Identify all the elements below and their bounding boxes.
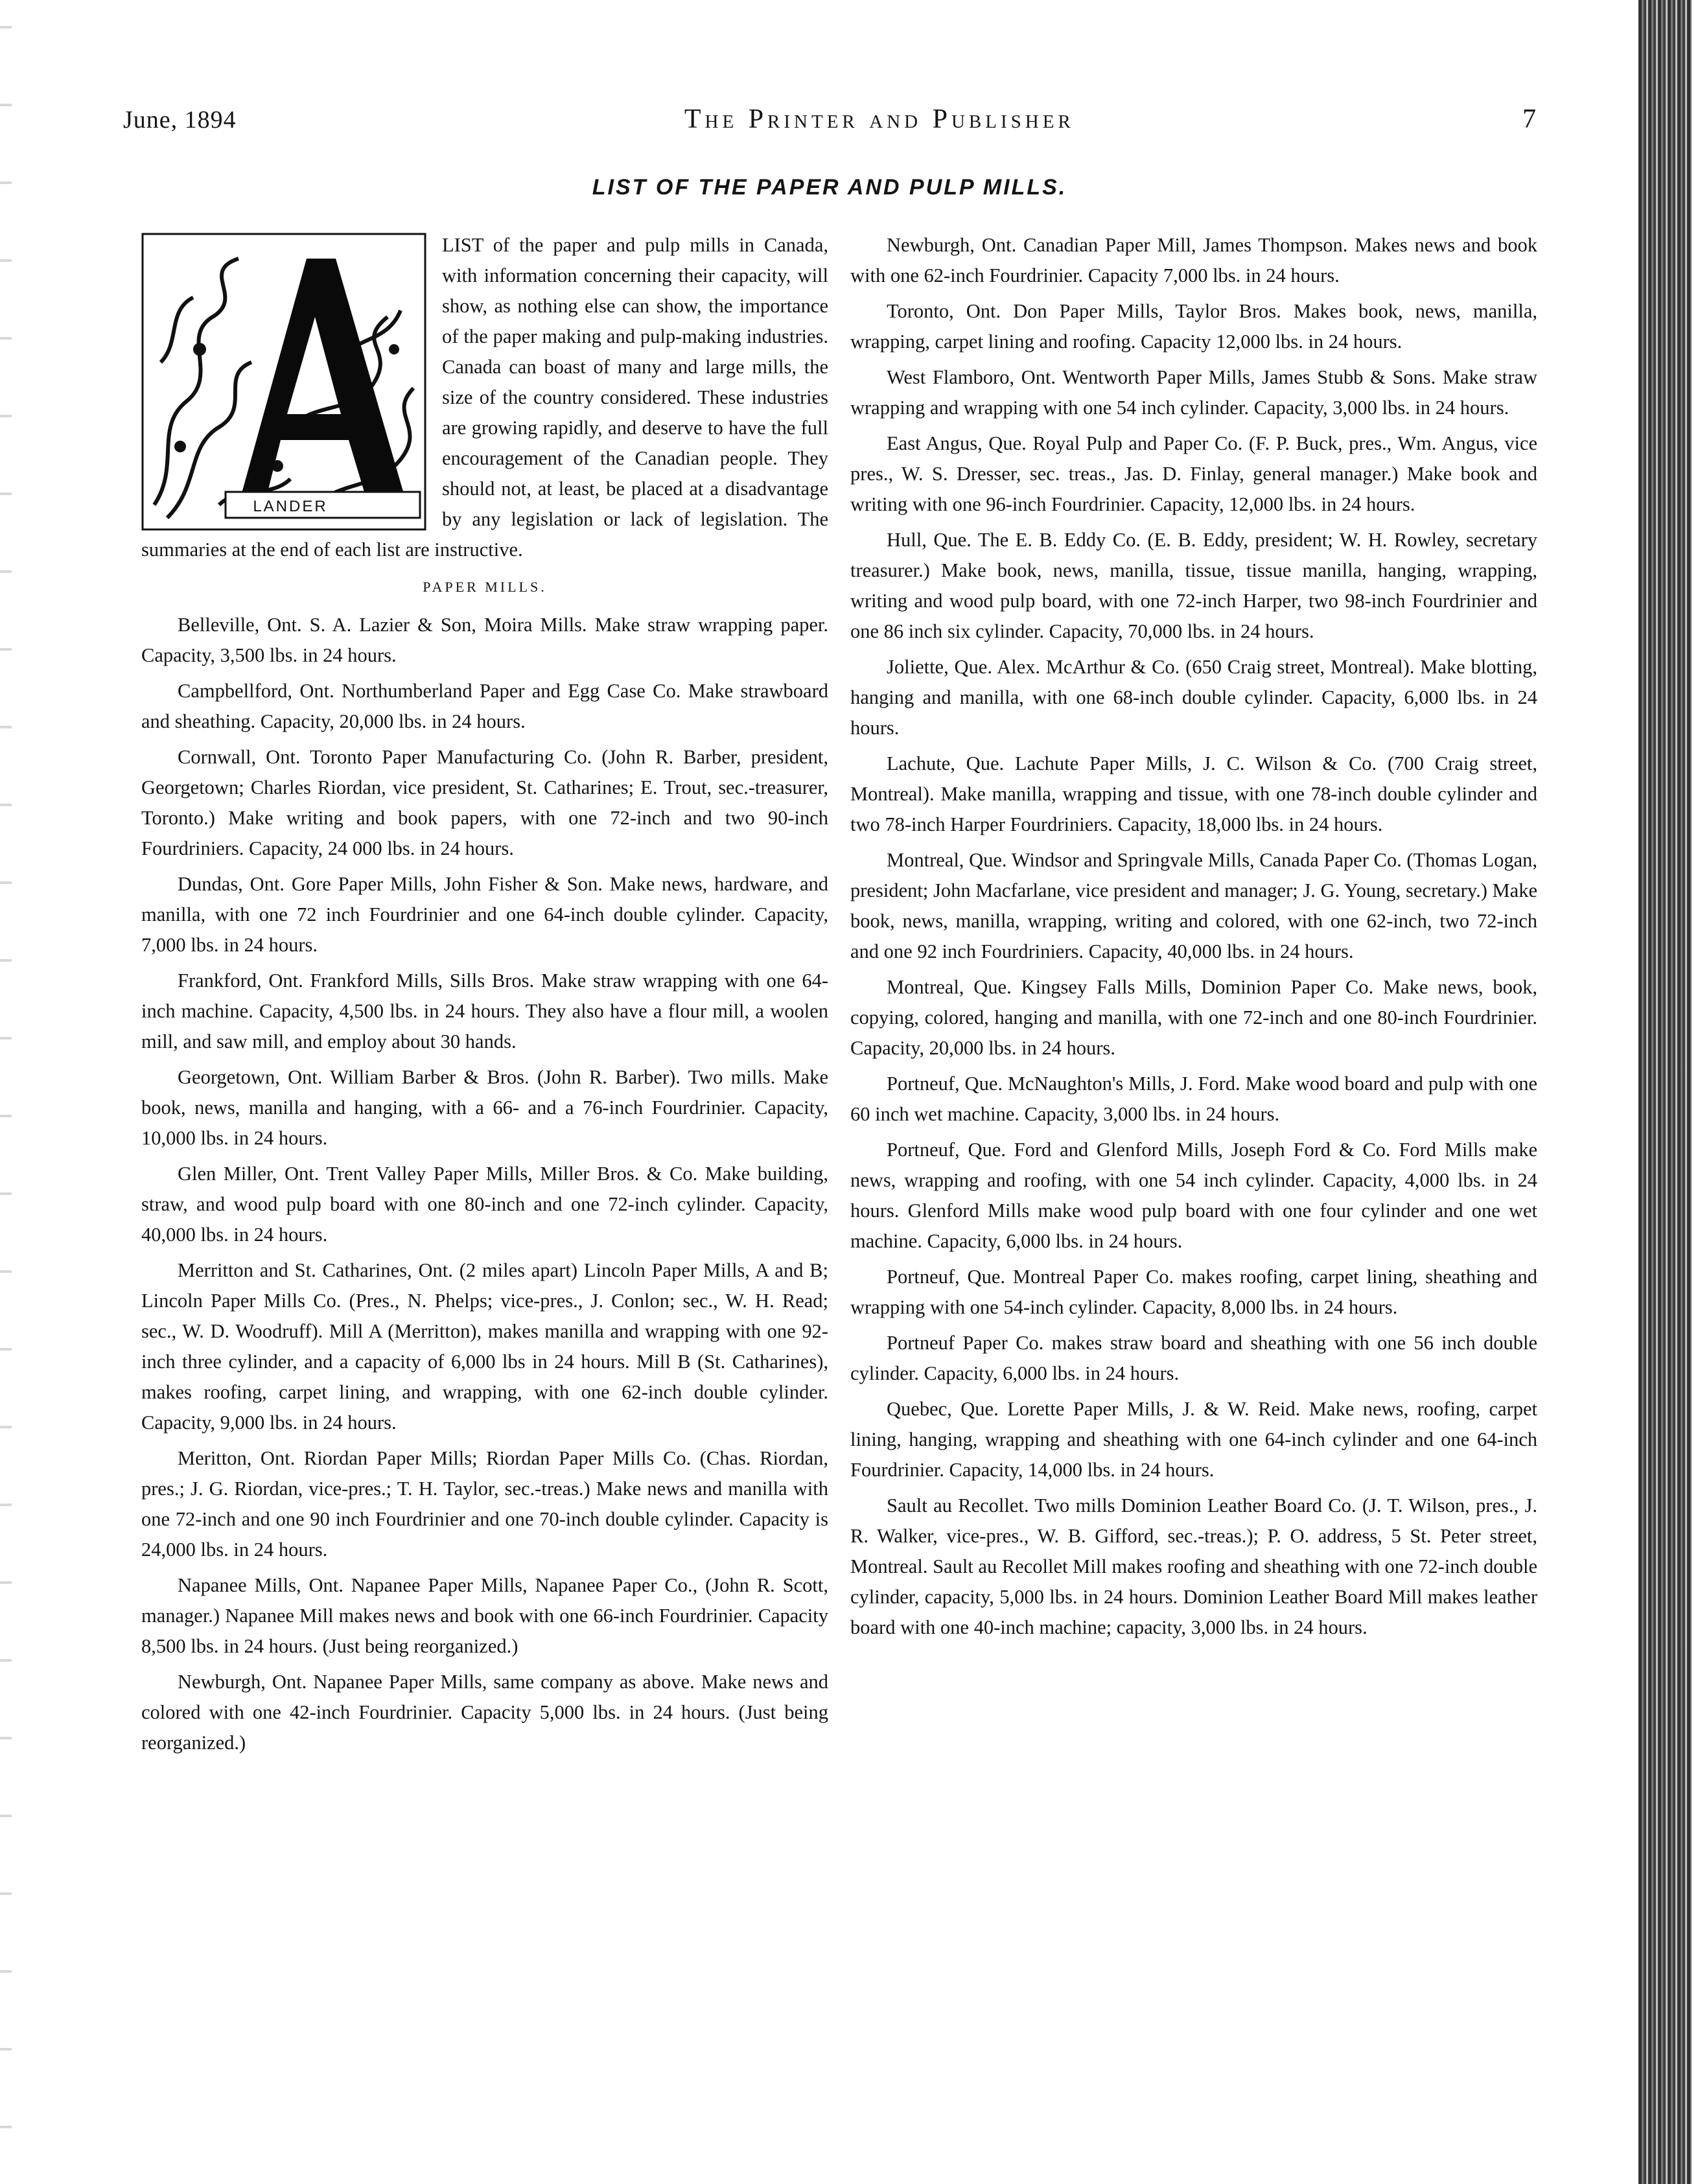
right-column [850, 230, 1537, 1648]
mill-entry: Lachute, Que. Lachute Paper Mills, J. C. Wilson & Co. (700 Craig street, Montreal). Make manilla, wrapping and tissue, with one 78-inch double cylinder and two 78-inch Harper Fourdriniers. Capacity, 18,000 lbs. in 24 hours. [850, 752, 1537, 835]
scan-edge-left [0, 0, 12, 2184]
mill-entry: Sault au Recollet. Two mills Dominion Leather Board Co. (J. T. Wilson, pres., J. R. Walker, vice-pres., W. B. Gifford, sec.-treas.); P. O. address, 5 St. Peter street, Montreal. Sault au Recollet Mill makes roofing and sheathing with one 72-inch double cylinder, capacity, 5,000 lbs. in 24 hours. Dominion Leather Board Mill makes leather board with one 40-inch machine; capacity, 3,000 lbs. in 24 hours. [850, 1494, 1537, 1638]
mill-entry: Portneuf, Que. Montreal Paper Co. makes roofing, carpet lining, sheathing and wrapping with one 54-inch cylinder. Capacity, 8,000 lbs. in 24 hours. [850, 1266, 1537, 1318]
mill-entry: Meritton, Ont. Riordan Paper Mills; Riordan Paper Mills Co. (Chas. Riordan, pres.; J. G. Riordan, vice-pres.; T. H. Taylor, sec.-treas.) Make news and manilla with one 72-inch and one 90 inch Fourdrinier and one 70-inch double cylinder. Capacity is 24,000 lbs. in 24 hours. [141, 1447, 828, 1561]
mill-entry: Georgetown, Ont. William Barber & Bros. (John R. Barber). Two mills. Make book, news, manilla and hanging, with a 66- and a 76-inch Fourdrinier. Capacity, 10,000 lbs. in 24 hours. [141, 1066, 828, 1149]
mill-entry: East Angus, Que. Royal Pulp and Paper Co. (F. P. Buck, pres., Wm. Angus, vice pres., W. S. Dresser, sec. treas., Jas. D. Finlay, general manager.) Make book and writing with one 96-inch Fourdrinier. Capacity, 12,000 lbs. in 24 hours. [850, 432, 1537, 515]
ornamental-dropcap [141, 233, 426, 531]
article-intro: LIST of the paper and pulp mills in Canada, with information concerning their capacity, will show, as nothing else can show, the importance of the paper making and pulp-making industries. Canada can boast of many and large mills, the size of the country considered. These industries are growing rapidly, and deserve to have the full encouragement of the Canadian people. They should not, at least, be placed at a disadvantage by any legislation or lack of legislation. The summaries at the end of each list are instructive. [141, 234, 828, 561]
mill-entry: Glen Miller, Ont. Trent Valley Paper Mills, Miller Bros. & Co. Make building, straw, and wood pulp board with one 80-inch and one 72-inch cylinder. Capacity, 40,000 lbs. in 24 hours. [141, 1163, 828, 1246]
mill-entry: Cornwall, Ont. Toronto Paper Manufacturing Co. (John R. Barber, president, Georgetown; Charles Riordan, vice president, St. Catharines; E. Trout, sec.-treasurer, Toronto.) Make writing and book papers, with one 72-inch and two 90-inch Fourdriniers. Capacity, 24 000 lbs. in 24 hours. [141, 746, 828, 859]
mill-entry: Portneuf, Que. McNaughton's Mills, J. Ford. Make wood board and pulp with one 60 inch wet machine. Capacity, 3,000 lbs. in 24 hours. [850, 1073, 1537, 1125]
left-column [141, 230, 828, 1763]
dropcap-a-illustration [141, 233, 426, 531]
mill-entry: Portneuf Paper Co. makes straw board and sheathing with one 56 inch double cylinder. Capacity, 6,000 lbs. in 24 hours. [850, 1332, 1537, 1384]
mill-entry: Toronto, Ont. Don Paper Mills, Taylor Bros. Makes book, news, manilla, wrapping, carpet lining and roofing. Capacity 12,000 lbs. in 24 hours. [850, 300, 1537, 353]
mill-entry: Quebec, Que. Lorette Paper Mills, J. & W. Reid. Make news, roofing, carpet lining, hanging, wrapping and sheathing with one 64-inch cylinder and one 64-inch Fourdrinier. Capacity, 14,000 lbs. in 24 hours. [850, 1398, 1537, 1481]
running-head [123, 104, 1536, 143]
mill-entry: Campbellford, Ont. Northumberland Paper and Egg Case Co. Make strawboard and sheathing. Capacity, 20,000 lbs. in 24 hours. [141, 680, 828, 732]
section-heading: PAPER MILLS. [423, 579, 547, 595]
mill-entry: Montreal, Que. Windsor and Springvale Mills, Canada Paper Co. (Thomas Logan, president; John Macfarlane, vice president and manager; J. G. Young, secretary.) Make book, news, manilla, wrapping, writing and colored, with one 62-inch, two 72-inch and one 92 inch Fourdriniers. Capacity, 40,000 lbs. in 24 hours. [850, 849, 1537, 962]
page-number: 7 [1522, 104, 1536, 134]
publication-title: The Printer and Publisher [684, 104, 1075, 134]
mill-entry: West Flamboro, Ont. Wentworth Paper Mills, James Stubb & Sons. Make straw wrapping and wrapping with one 54 inch cylinder. Capacity, 3,000 lbs. in 24 hours. [850, 366, 1537, 419]
mill-entry: Frankford, Ont. Frankford Mills, Sills Bros. Make straw wrapping with one 64-inch machine. Capacity, 4,500 lbs. in 24 hours. They also have a flour mill, a woolen mill, and saw mill, and employ about 30 hands. [141, 970, 828, 1052]
issue-date: June, 1894 [123, 106, 237, 134]
scan-edge-right [1638, 0, 1692, 2184]
mill-entry: Montreal, Que. Kingsey Falls Mills, Dominion Paper Co. Make news, book, copying, colored, hanging and manilla, with one 72-inch and one 80-inch Fourdrinier. Capacity, 20,000 lbs. in 24 hours. [850, 976, 1537, 1059]
mill-entry: Napanee Mills, Ont. Napanee Paper Mills, Napanee Paper Co., (John R. Scott, manager.) Napanee Mill makes news and book with one 66-inch Fourdrinier. Capacity 8,500 lbs. in 24 hours. (Just being reorganized.) [141, 1574, 828, 1657]
mill-entry: Hull, Que. The E. B. Eddy Co. (E. B. Eddy, president; W. H. Rowley, secretary treasurer.) Make book, news, manilla, tissue, tissue manilla, hanging, wrapping, writing and wood pulp board, with one 72-inch Harper, two 98-inch Fourdrinier and one 86 inch six cylinder. Capacity, 70,000 lbs. in 24 hours. [850, 529, 1537, 642]
artist-signature: LANDER [253, 498, 328, 515]
mill-entry: Belleville, Ont. S. A. Lazier & Son, Moira Mills. Make straw wrapping paper. Capacity, 3,500 lbs. in 24 hours. [141, 614, 828, 666]
mill-entry: Portneuf, Que. Ford and Glenford Mills, Joseph Ford & Co. Ford Mills make news, wrapping and roofing, with one 54 inch cylinder. Capacity, 4,000 lbs. in 24 hours. Glenford Mills make wood pulp board with one four cylinder and one wet machine. Capacity, 6,000 lbs. in 24 hours. [850, 1139, 1537, 1252]
mill-entry: Merritton and St. Catharines, Ont. (2 miles apart) Lincoln Paper Mills, A and B; Lincoln Paper Mills Co. (Pres., N. Phelps; vice-pres., J. Conlon; sec., W. H. Read; sec., W. D. Woodruff). Mill A (Merritton), makes manilla and wrapping with one 92-inch three cylinder, and a capacity of 6,000 lbs in 24 hours. Mill B (St. Catharines), makes roofing, carpet lining, and wrapping, with one 62-inch double cylinder. Capacity, 9,000 lbs. in 24 hours. [141, 1259, 828, 1434]
article-title: LIST OF THE PAPER AND PULP MILLS. [592, 175, 1067, 200]
mill-entry: Newburgh, Ont. Canadian Paper Mill, James Thompson. Makes news and book with one 62-inch Fourdrinier. Capacity 7,000 lbs. in 24 hours. [850, 234, 1537, 286]
mill-entry: Joliette, Que. Alex. McArthur & Co. (650 Craig street, Montreal). Make blotting, hanging and manilla, with one 68-inch double cylinder. Capacity, 6,000 lbs. in 24 hours. [850, 656, 1537, 739]
mill-entry: Dundas, Ont. Gore Paper Mills, John Fisher & Son. Make news, hardware, and manilla, with one 72 inch Fourdrinier and one 64-inch double cylinder. Capacity, 7,000 lbs. in 24 hours. [141, 873, 828, 956]
mill-entry: Newburgh, Ont. Napanee Paper Mills, same company as above. Make news and colored with one 42-inch Fourdrinier. Capacity 5,000 lbs. in 24 hours. (Just being reorganized.) [141, 1671, 828, 1754]
